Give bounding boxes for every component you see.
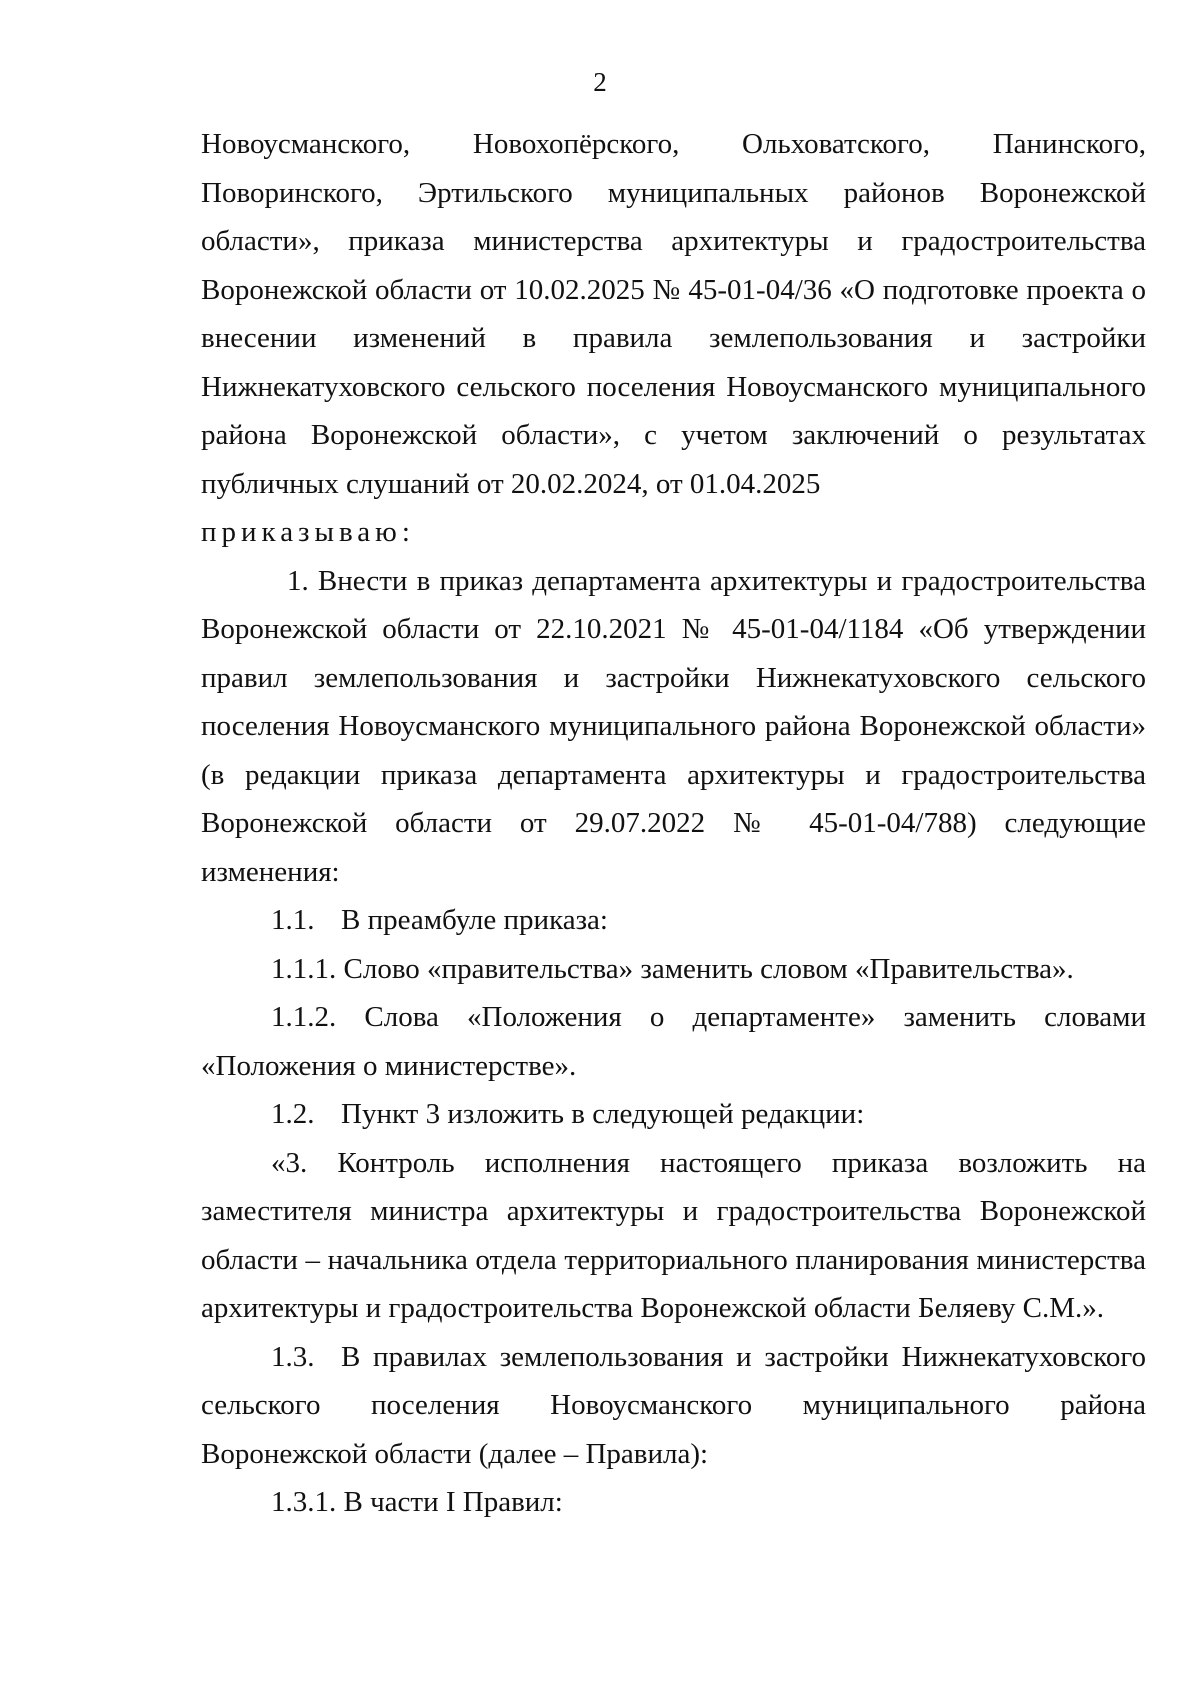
- document-body: [201, 120, 1146, 1527]
- item-1-3: [201, 1333, 1146, 1479]
- item-1-3-number: 1.3.: [271, 1340, 315, 1373]
- item-1-1: [201, 896, 1146, 945]
- preamble-continuation: Новоусманского, Новохопёрского, Ольховатского, Панинского, Поворинского, Эртильского муниципальных районов Воронежской области», приказа министерства архитектуры и градостроительства Воронежской области от 10.02.2025 № 45-01-04/36 «О подготовке проекта о внесении изменений в правила землепользования и застройки Нижнекатуховского сельского поселения Новоусманского муниципального района Воронежской области», с учетом заключений о результатах публичных слушаний от 20.02.2024, от 01.04.2025: [201, 128, 1146, 500]
- item-1-1-text: В преамбуле приказа:: [341, 904, 608, 936]
- item-1-2-number: 1.2.: [271, 1098, 315, 1130]
- order-word: приказываю:: [201, 516, 415, 548]
- item-1-1-1: 1.1.1. Слово «правительства» заменить словом «Правительства».: [271, 952, 1074, 985]
- item-1-1-number: 1.1.: [271, 904, 315, 936]
- item-1-3-text: В правилах землепользования и застройки Нижнекатуховского сельского поселения Новоусманского муниципального района Воронежской области (далее – Правила):: [201, 1340, 1146, 1470]
- page-number: 2: [593, 67, 607, 97]
- item-1-1-2: 1.1.2. Слова «Положения о департаменте» заменить словами «Положения о министерстве».: [201, 1001, 1146, 1082]
- item-1: 1. Внести в приказ департамента архитектуры и градостроительства Воронежской области от 22.10.2021 № 45-01-04/1184 «Об утверждении правил землепользования и застройки Нижнекатуховского сельского поселения Новоусманского муниципального района Воронежской области» (в редакции приказа департамента архитектуры и градостроительства Воронежской области от 29.07.2022 № 45-01-04/788) следующие изменения:: [201, 564, 1146, 888]
- item-1-2-text: Пункт 3 изложить в следующей редакции:: [341, 1098, 865, 1130]
- item-1-2-quote: «3. Контроль исполнения настоящего приказа возложить на заместителя министра архитектуры и градостроительства Воронежской области – начальника отдела территориального планирования министерства архитектуры и градостроительства Воронежской области Беляеву С.М.».: [201, 1146, 1146, 1324]
- item-1-3-1: 1.3.1. В части I Правил:: [271, 1486, 563, 1518]
- item-1-2: [201, 1090, 1146, 1139]
